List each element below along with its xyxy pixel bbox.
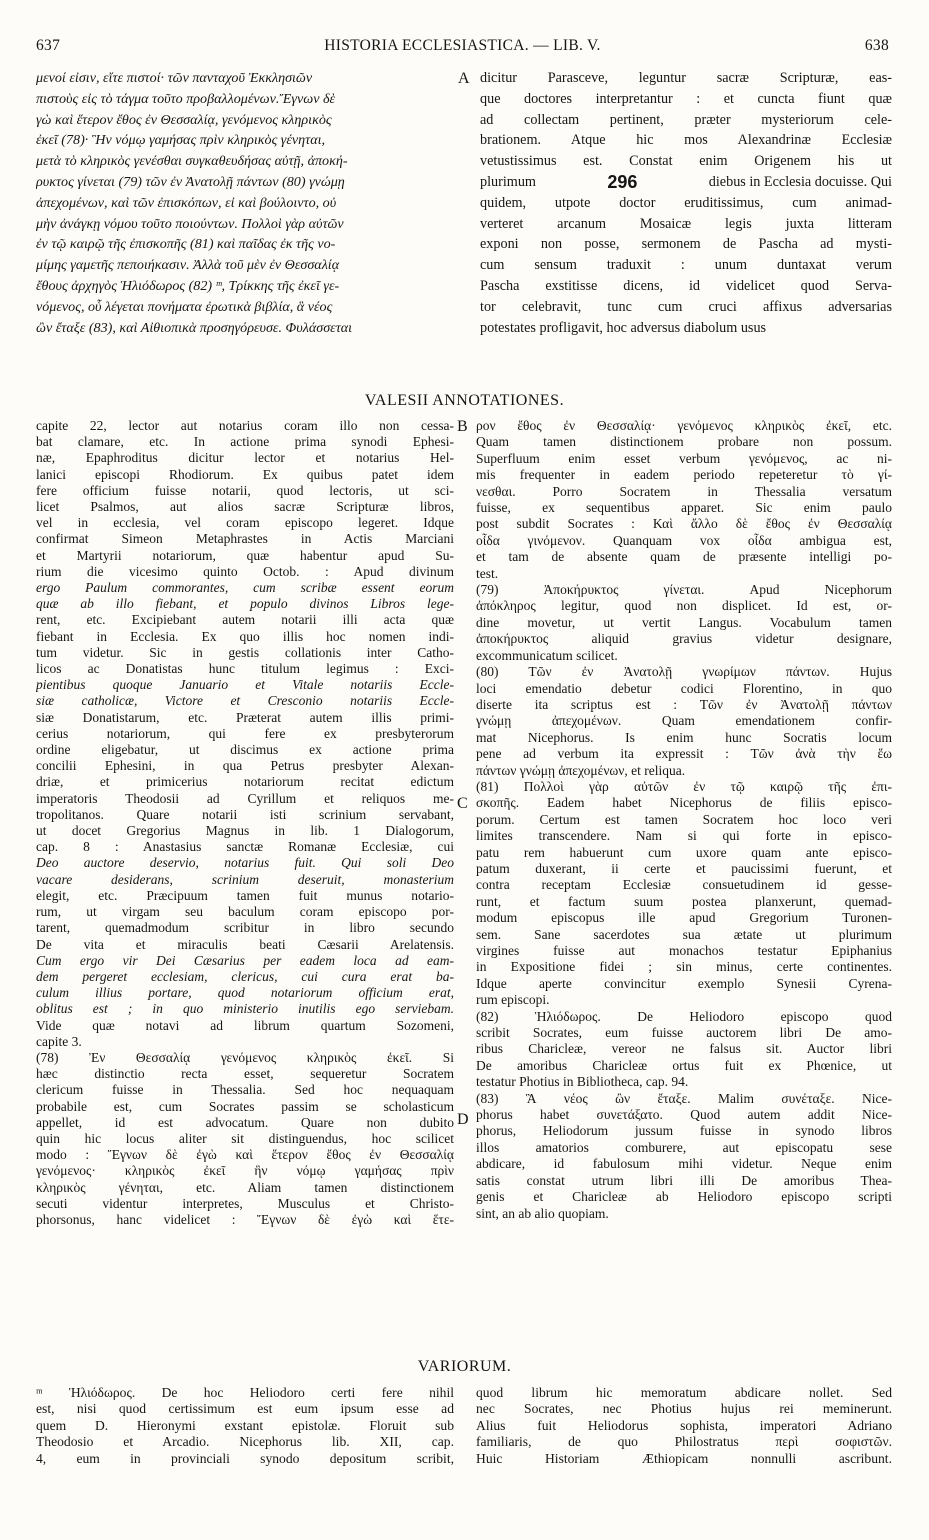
greek-line: μίμης γαμετῆς πεποιήκασιν. Ἀλλὰ τοῦ μὲν ἐν Θεσσαλίᾳ (36, 257, 340, 274)
note-line: rent, etc. Excipiebant autem notarii illi acta quæ (36, 612, 454, 628)
latin-line: Pascha exstitisse dicens, id videlicet quod Serva- (480, 277, 892, 294)
note-line: ἀποκήρυκτος aliquid gravius videtur designare, (476, 631, 892, 647)
note-line: concilii Ephesini, in qua Petrus presbyter Alexan- (36, 758, 454, 774)
latin-line: vetustissimus est. Constat enim Origenem his ut (480, 153, 892, 170)
note-line: De amoribus Charicleæ ortus fuit ex Phœnice, ut (476, 1057, 892, 1073)
variorum-line: Alius fuit Heliodorus sophista, imperatori Adriano (476, 1417, 892, 1433)
note-line: fiebant in Ecclesia. Ex quo illis hoc nomen indi- (36, 628, 454, 644)
greek-line: ὢν ἔταξε (83), καὶ Αἰθιοπικὰ προσηγόρευσε. Φυλάσσεται (36, 319, 353, 336)
variorum-line: familiaris, de quo Philostratus περὶ σοφιστῶν. (476, 1434, 892, 1450)
note-line: et Martyrii notariorum, quæ habentur apud Su- (36, 547, 454, 563)
note-line: test. (476, 565, 499, 581)
note-line: in Expositione fidei ; sin minus, certe continentes. (476, 959, 892, 975)
note-line: Deo auctore deservio, notarius fuit. Qui soli Deo (36, 855, 454, 871)
note-line: ἀπόκληρος legitur, quod non displicet. Id est, or- (476, 598, 892, 614)
note-line: abdicare, id fabulosum mihi videtur. Neque enim (476, 1156, 892, 1172)
annotations-left-column (36, 418, 454, 1228)
greek-line: ἐκεῖ (78)· Ἣν νόμῳ γαμήσας πρὶν κληρικὸς γένηται, (36, 132, 326, 149)
latin-line-part: plurimum (480, 173, 536, 190)
note-line: elegit, etc. Præcipuum tamen fuit munus notario- (36, 887, 454, 903)
note-line: næ, Epaphroditus dicitur lector et notarius Hel- (36, 450, 454, 466)
note-line: Idque aperte convincitur exemplo Synesii Cyrena- (476, 975, 892, 991)
note-line: (80) Τῶν ἐν Ἀνατολῇ γνωρίμων πάντων. Hujus (476, 664, 892, 680)
greek-line: μενοί εἰσιν, εἴτε πιστοί· τῶν πανταχοῦ Ἐκκλησιῶν (36, 70, 313, 86)
running-title: HISTORIA ECCLESIASTICA. — LIB. V. (324, 37, 601, 54)
variorum-line: est, nisi quod certissimum est eum ipsum esse ad (36, 1401, 454, 1417)
note-line: fere officium fuisse notarii, quod lectoris, ut sci- (36, 482, 454, 498)
note-line: σκοπῆς. Eadem habet Nicephorus de filiis episco- (476, 795, 892, 811)
note-line: limites transcendere. Nam si qui forte in episco- (476, 828, 892, 844)
note-line: capite 22, lector aut notarius coram illo non cessa- (36, 418, 454, 433)
note-line: sint, an ab alio quopiam. (476, 1205, 609, 1221)
note-line: contra receptam Ecclesiæ consuetudinem id gesse- (476, 877, 892, 893)
note-line: illos amatorios comburere, aut episcopatu sese (476, 1139, 892, 1155)
note-line: γενόμενος· κληρικὸς ἐκεῖ ἣν νόμῳ γαμήσας πρὶν (36, 1163, 454, 1179)
note-line: vel in ecclesia, vel coram episcopo legeret. Idque (36, 515, 454, 531)
running-head (36, 37, 889, 59)
note-line: tarent, quemadmodum scribitur in libro secundo (36, 920, 454, 936)
note-line: νεσθαι. Porro Socratem in Thessalia versatum (476, 483, 892, 499)
latin-text-column (480, 68, 892, 338)
note-line: πάντων γνώμῃ ἀπεχομένων, et reliqua. (476, 762, 686, 778)
latin-line: ad collectam pertinent, præter mysteriorum cele- (480, 111, 892, 128)
latin-line: potestates profligavit, hoc adversus diabolum usus (480, 319, 767, 336)
note-line: lanici episcopi Rhodiorum. Ex quibus patet idem (36, 466, 454, 482)
note-line: secuti videntur interpretes, Musculus et Christo- (36, 1195, 454, 1211)
variorum-right-column (476, 1385, 892, 1467)
note-line: clericum fuisse in Thessalia. Sed hoc nequaquam (36, 1082, 454, 1098)
latin-line: exponi non posse, sermonem de Pascha ad mysti- (480, 236, 892, 253)
note-line: et tam de absente quam de præsente intelligi po- (476, 549, 892, 565)
note-line: dine movetur, ut vertit Langus. Vocabulum tamen (476, 614, 892, 630)
column-number: 296 (607, 171, 638, 192)
note-line: De vita et miraculis beati Cæsarii Arelatensis. (36, 936, 454, 952)
greek-line: γὼ καὶ ἕτερον ἔθος ἐν Θεσσαλίᾳ, γενόμενος κληρικὸς (36, 111, 332, 128)
note-line: licos ac Donatistas hunc titulum legimus : Exci- (36, 661, 454, 677)
note-line: phorus, Heliodorum jussum fuisse in synodo libros (476, 1123, 892, 1139)
note-line: hæc distinctio recta esset, sequeretur Socratem (36, 1066, 454, 1082)
note-line: culum illius portare, quod notariorum officium erat, (36, 985, 454, 1001)
note-line: (81) Πολλοὶ γὰρ αὐτῶν ἐν τῷ καιρῷ τῆς ἐπι- (476, 778, 892, 794)
note-line: patu rem habuerunt cum uxore quam ante episco- (476, 844, 892, 860)
variorum-line: Theodosio et Arcadio. Nicephorus lib. XII, cap. (36, 1434, 454, 1450)
margin-letter-d: D (457, 1111, 469, 1128)
note-line: imperatoris Theodosii ad Cyrillum et reliquos me- (36, 790, 454, 806)
note-line: probabile est, cum Socrates passim se scholasticum (36, 1098, 454, 1114)
note-line: phorsonus, hanc videlicet : Ἔγνων δὲ ἐγὼ καὶ ἕτε- (36, 1211, 454, 1227)
note-line: excommunicatum scilicet. (476, 647, 618, 663)
note-line: loci emendatio debetur codici Florentino, in quo (476, 680, 892, 696)
latin-line-part: diebus in Ecclesia docuisse. Qui (708, 173, 892, 190)
note-line: virgines fuisse aut monachos testatur Epiphanius (476, 943, 892, 958)
latin-line: que doctores interpretantur : et cuncta fiunt quæ (480, 90, 892, 107)
page-number-left: 637 (36, 37, 61, 54)
note-line: satis constat utrum libri illi De amoribus Thea- (476, 1172, 892, 1188)
note-line: quin hic locus aliter sit distinguendus, hoc scilicet (36, 1130, 454, 1146)
latin-line: quidem, utpote doctor eruditissimus, cum animad- (480, 194, 892, 211)
note-line: (83) Ἃ νέος ὢν ἔταξε. Malim συνέταξε. Nice- (476, 1090, 892, 1106)
note-line: sem. Sane sacerdotes sua ætate ut plurimum (476, 926, 892, 942)
note-line: ρον ἔθος ἐν Θεσσαλίᾳ· γενόμενος κληρικὸς ἐκεῖ, etc. (476, 418, 892, 433)
note-line: dem pergeret ecclesiam, clericus, cui cura erat ba- (36, 968, 454, 984)
note-line: cap. 8 : Anastasius sanctæ Romanæ Ecclesiæ, cui (36, 839, 454, 855)
greek-line: ρυκτος γίνεται (79) τῶν ἐν Ἀνατολῇ πάντων (80) γνώμῃ (36, 173, 345, 190)
note-line: fuisse, ex sequentibus apparet. Sic enim paulo (476, 500, 892, 516)
note-line: siæ Donatistarum, etc. Præterat autem illis primi- (36, 709, 454, 725)
latin-line: tor celebravit, tunc cum cruci affixus adversarias (480, 298, 892, 315)
valesii-heading: VALESII ANNOTATIONES. (364, 392, 565, 409)
annotations-right-column (476, 418, 892, 1222)
latin-line: dicitur Parasceve, leguntur sacræ Scripturæ, eas- (480, 70, 892, 86)
page-number-right: 638 (864, 37, 889, 54)
note-line: patum duxerant, ii certe et paucissimi fuerunt, et (476, 860, 892, 876)
note-line: diserte ita scriptus est : Τῶν ἐν Ἀνατολῇ πάντων (476, 696, 892, 712)
variorum-line: nec Socrates, nec Photius hujus rei meminerunt. (476, 1401, 892, 1417)
note-line: mis frequenter in eadem periodo repeteretur τὸ γί- (476, 467, 892, 483)
note-line: modo : Ἔγνων δὲ ἐγὼ καὶ ἕτερον ἔθος ἐν Θεσσαλίᾳ (36, 1147, 454, 1163)
note-line: bat clamare, etc. In actione prima synodi Ephesi- (36, 434, 454, 450)
variorum-line: quem D. Hieronymi exstant epistolæ. Floruit sub (36, 1417, 454, 1433)
note-line: capite 3. (36, 1033, 82, 1049)
note-line: ribus Charicleæ, vereor ne falsus sit. Auctor libri (476, 1041, 892, 1057)
note-line: Cum ergo vir Dei Cæsarius per eadem loca ad eam- (36, 952, 454, 968)
note-line: Superfluum enim esset verbum γενόμενος, ac ni- (476, 450, 892, 466)
note-line: rum episcopi. (476, 992, 550, 1008)
variorum-line: 4, eum in provinciali synodo depositum scribit, (36, 1450, 454, 1466)
note-line: rum, ut virgam seu baculum coram episcopo por- (36, 904, 454, 920)
note-line: scribit Socrates, eum fuisse auctorem libri De amo- (476, 1025, 892, 1041)
note-line: ut docet Gregorius Magnus in lib. 1 Dialogorum, (36, 823, 454, 839)
note-line: porum. Certum est tamen Socratem hoc loco veri (476, 811, 892, 827)
latin-line-with-column-number (480, 172, 892, 193)
note-line: testatur Photius in Bibliotheca, cap. 94. (476, 1074, 689, 1090)
variorum-heading: VARIORUM. (417, 1358, 512, 1375)
variorum-line: ᵐ Ἡλιόδωρος. De hoc Heliodoro certi fere nihil (36, 1385, 454, 1400)
note-line: (82) Ἡλιόδωρος. De Heliodoro episcopo quod (476, 1008, 892, 1024)
variorum-left-column (36, 1385, 454, 1467)
note-line: Quam tamen distinctionem probare non possum. (476, 434, 892, 450)
greek-line: ἐν τῷ καιρῷ τῆς ἐπισκοπῆς (81) καὶ παῖδας ἐκ τῆς νο- (36, 236, 336, 253)
note-line: runt, et factum suum postea planxerunt, quemad- (476, 893, 892, 909)
note-line: phorus habet συνετάξατο. Quod autem addit Nice- (476, 1107, 892, 1123)
note-line: pientibus quoque Januario et Vitale notariis Eccle- (36, 677, 454, 693)
note-line: rium die vicesimo quinto Octob. : Apud divinum (36, 563, 454, 579)
note-line: confirmat Simeon Metaphrastes in Actis Marciani (36, 531, 454, 547)
latin-line: brationem. Atque hic mos Alexandrinæ Ecclesiæ (480, 132, 892, 149)
note-line: ordine eligebatur, ut discimus ex actione prima (36, 742, 454, 758)
greek-line: νόμενος, οὗ λέγεται πονήματα ἐρωτικὰ βιβλία, ἃ νέος (36, 298, 333, 315)
note-line: mat Nicephorus. Is enim hunc Socratis locum (476, 729, 892, 745)
margin-letter-b: B (457, 418, 468, 435)
latin-line: cum sensum traduxit : unum duntaxat verum (480, 257, 892, 274)
greek-line: μετὰ τὸ κληρικὸς γενέσθαι συγκαθευδήσας αὐτῇ, ἀποκή- (36, 153, 348, 170)
latin-line: verteret arcanum Mosaicæ legis juxta litteram (480, 215, 892, 232)
note-line: genis et Charicleæ ab Heliodoro episcopo scripti (476, 1189, 892, 1205)
margin-letter-a: A (458, 70, 470, 87)
note-line: cerius notariorum, qui fere ex presbyterorum (36, 725, 454, 741)
variorum-line: Huic Historiam Æthiopicam nonnulli ascribunt. (476, 1450, 892, 1466)
note-line: tum videtur. Sic in gestis collationis inter Catho- (36, 644, 454, 660)
note-line: κληρικὸς γένηται, etc. Aliam tamen distinctionem (36, 1179, 454, 1195)
note-line: οἶδα γινόμενον. Quanquam vox οἶδα ambigua est, (476, 532, 892, 548)
greek-text-column (36, 68, 454, 338)
note-line: vacare desiderans, scrinium deseruit, monasterium (36, 871, 454, 887)
note-line: γνώμῃ ἀπεχομένων. Quam emendationem confir- (476, 713, 892, 729)
note-line: oblitus est ; in quo ministerio inutilis ego serviebam. (36, 1001, 454, 1017)
greek-line: ἔθους ἀρχηγὸς Ἡλιόδωρος (82) ᵐ, Τρίκκης τῆς ἐκεῖ γε- (36, 277, 340, 294)
note-line: post subdit Socrates : Καὶ ἄλλο δὲ ἔθος ἐν Θεσσαλίᾳ (476, 516, 892, 532)
variorum-line: quod librum hic memoratum abdicare nollet. Sed (476, 1385, 892, 1400)
note-line: pene ad verbum ita expressit : Τῶν ἀνὰ τὴν ἕω (476, 746, 892, 762)
note-line: licet Psalmos, aut alios sacræ Scripturæ libros, (36, 499, 454, 515)
note-line: tropolitanos. Quare notarii isti scrinium servabant, (36, 806, 454, 822)
note-line: modum episcopus ille apud Gregorium Turonen- (476, 910, 892, 926)
margin-letter-c: C (457, 795, 468, 812)
greek-line: πιστοὺς εἰς τὸ τάγμα τοῦτο προβαλλομένων.Ἔγνων δὲ (36, 90, 336, 107)
greek-line: ἀπεχομένων, καὶ τῶν ἐπισκόπων, εἰ καὶ βούλοιντο, οὐ (36, 194, 337, 211)
note-line: driæ, et primicerius notariorum recitat edictum (36, 774, 454, 790)
note-line: siæ catholicæ, Victore et Cresconio notariis Eccle- (36, 693, 454, 709)
greek-line: μὴν ἀνάγκῃ νόμου τοῦτο ποιούντων. Πολλοὶ γὰρ αὐτῶν (36, 215, 344, 232)
note-line: Vide quæ notavi ad librum quartum Sozomeni, (36, 1017, 454, 1033)
note-line: (79) Ἀποκήρυκτος γίνεται. Apud Nicephorum (476, 582, 892, 598)
note-line: quæ ab illo fiebant, et populo divinos Libros lege- (36, 596, 454, 612)
note-line: (78) Ἐν Θεσσαλίᾳ γενόμενος κληρικὸς ἐκεῖ. Si (36, 1049, 454, 1065)
note-line: ergo Paulum commorantes, cum scribæ essent eorum (36, 580, 454, 596)
note-line: appellet, id est advocatum. Quare non dubito (36, 1114, 454, 1130)
